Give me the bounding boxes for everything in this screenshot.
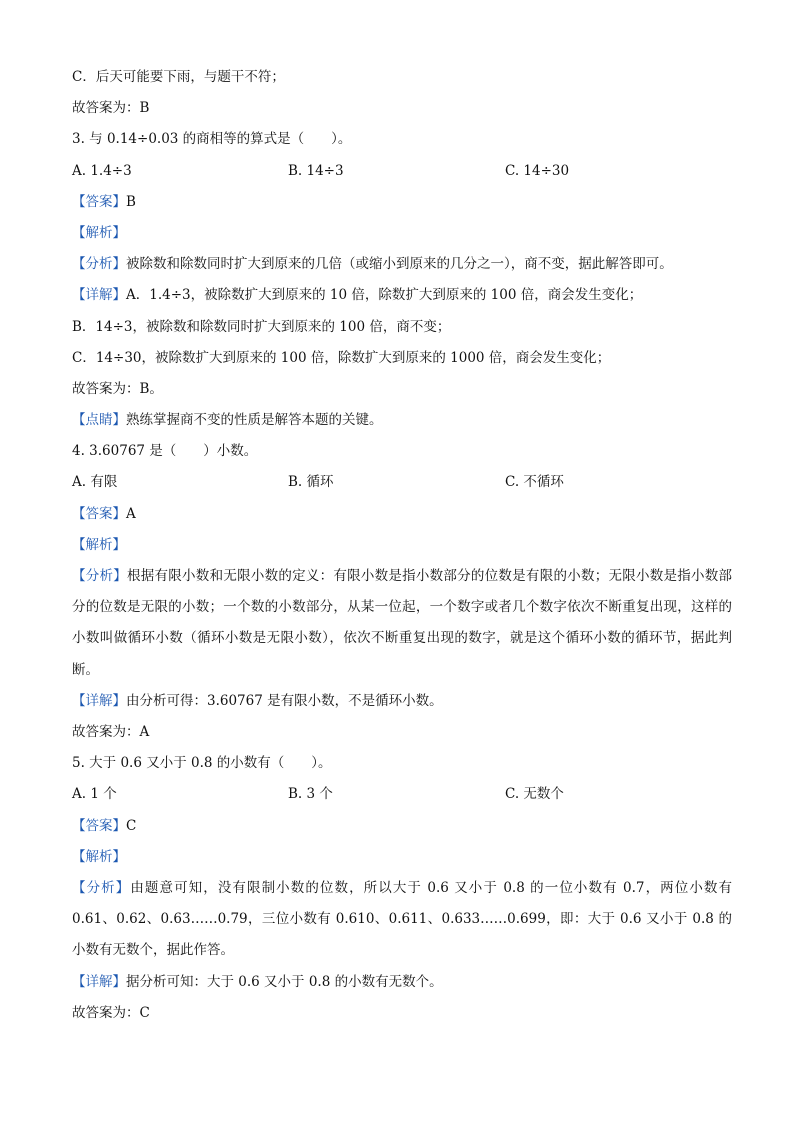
fenxi-text: 由题意可知，没有限制小数的位数，所以大于 0.6 又小于 0.8 的一位小数有 0.7，两位小数有 0.61、0.62、0.63……0.79，三位小数有 0.610、0.611、0.633……0.699，即：大于 0.6 又小于 0.8 的小数有无数个，据此作答。 bbox=[72, 879, 733, 959]
question-4-stem: 4. 3.60767 是（ ）小数。 bbox=[72, 443, 258, 460]
question-3-stem: 3. 与 0.14÷0.03 的商相等的算式是（ ）。 bbox=[72, 131, 352, 148]
detail-tag: 【详解】 bbox=[72, 692, 126, 709]
question-4-detail bbox=[72, 690, 732, 721]
question-3-options bbox=[72, 160, 732, 191]
question-4-conclusion: 故答案为：A bbox=[72, 724, 150, 740]
analysis-tag: 【解析】 bbox=[72, 224, 126, 241]
question-5-options bbox=[72, 783, 732, 814]
fenxi-text: 被除数和除数同时扩大到原来的几倍（或缩小到原来的几分之一），商不变，据此解答即可。 bbox=[126, 256, 673, 273]
question-5-stem: 5. 大于 0.6 又小于 0.8 的小数有（ ）。 bbox=[72, 755, 332, 772]
detail-text: A．1.4÷3，被除数扩大到原来的 10 倍，除数扩大到原来的 100 倍，商会发生变化； bbox=[126, 287, 643, 304]
question-3-option-a: A. 1.4÷3 bbox=[72, 162, 132, 179]
answer-tag: 【答案】 bbox=[72, 505, 126, 522]
detail-text: 据分析可知：大于 0.6 又小于 0.8 的小数有无数个。 bbox=[126, 973, 443, 990]
fenxi-text: 根据有限小数和无限小数的定义：有限小数是指小数部分的位数是有限的小数；无限小数是指小数部分的位数是无限的小数；一个数的小数部分，从某一位起，一个数字或者几个数字依次不断重复出现，这样的小数叫做循环小数（循环小数是无限小数），依次不断重复出现的数字，就是这个循环小数的循环节，据此判断。 bbox=[72, 568, 733, 678]
question-3-detail-b: B．14÷3，被除数和除数同时扩大到原来的 100 倍，商不变； bbox=[72, 318, 451, 335]
analysis-tag: 【解析】 bbox=[72, 536, 126, 553]
detail-text: 由分析可得：3.60767 是有限小数，不是循环小数。 bbox=[126, 692, 443, 709]
option-c-explanation: C．后天可能要下雨，与题干不符； bbox=[72, 69, 285, 85]
question-4-option-b: B. 循环 bbox=[288, 474, 334, 491]
question-4-fenxi bbox=[72, 561, 732, 686]
page-content bbox=[72, 66, 732, 1033]
answer-tag: 【答案】 bbox=[72, 193, 126, 210]
question-4-answer bbox=[72, 503, 732, 534]
previous-answer: 故答案为：B bbox=[72, 100, 150, 117]
answer-tag: 【答案】 bbox=[72, 817, 126, 834]
dianjing-text: 熟练掌握商不变的性质是解答本题的关键。 bbox=[126, 412, 383, 429]
question-5-detail bbox=[72, 971, 732, 1002]
question-3-option-b: B. 14÷3 bbox=[288, 162, 344, 179]
answer-value: C bbox=[126, 817, 137, 834]
answer-value: B bbox=[126, 193, 136, 210]
answer-value: A bbox=[126, 505, 136, 522]
analysis-tag: 【解析】 bbox=[72, 848, 126, 865]
question-4-options bbox=[72, 471, 732, 502]
question-5-option-b: B. 3 个 bbox=[288, 786, 333, 803]
question-5-option-a: A. 1 个 bbox=[72, 786, 117, 803]
question-3-answer bbox=[72, 191, 732, 222]
dianjing-tag: 【点睛】 bbox=[72, 412, 126, 429]
fenxi-tag: 【分析】 bbox=[72, 568, 128, 584]
question-3-detail-c: C．14÷30，被除数扩大到原来的 100 倍，除数扩大到原来的 1000 倍，商会发生变化； bbox=[72, 349, 611, 366]
question-3-detail bbox=[72, 284, 732, 315]
question-5-option-c: C. 无数个 bbox=[505, 786, 564, 803]
question-3-conclusion: 故答案为：B。 bbox=[72, 380, 163, 397]
question-4-option-c: C. 不循环 bbox=[505, 474, 564, 491]
detail-tag: 【详解】 bbox=[72, 287, 126, 304]
question-5-fenxi bbox=[72, 873, 732, 967]
detail-tag: 【详解】 bbox=[72, 973, 126, 990]
question-5-conclusion: 故答案为：C bbox=[72, 1004, 150, 1021]
question-3-option-c: C. 14÷30 bbox=[505, 162, 570, 179]
question-3-analysis-heading bbox=[72, 222, 732, 253]
question-4-option-a: A. 有限 bbox=[72, 474, 118, 491]
question-3-dianjing bbox=[72, 409, 732, 440]
question-5-answer bbox=[72, 815, 732, 846]
fenxi-tag: 【分析】 bbox=[72, 256, 126, 273]
question-3-fenxi bbox=[72, 253, 732, 284]
fenxi-tag: 【分析】 bbox=[72, 879, 131, 896]
